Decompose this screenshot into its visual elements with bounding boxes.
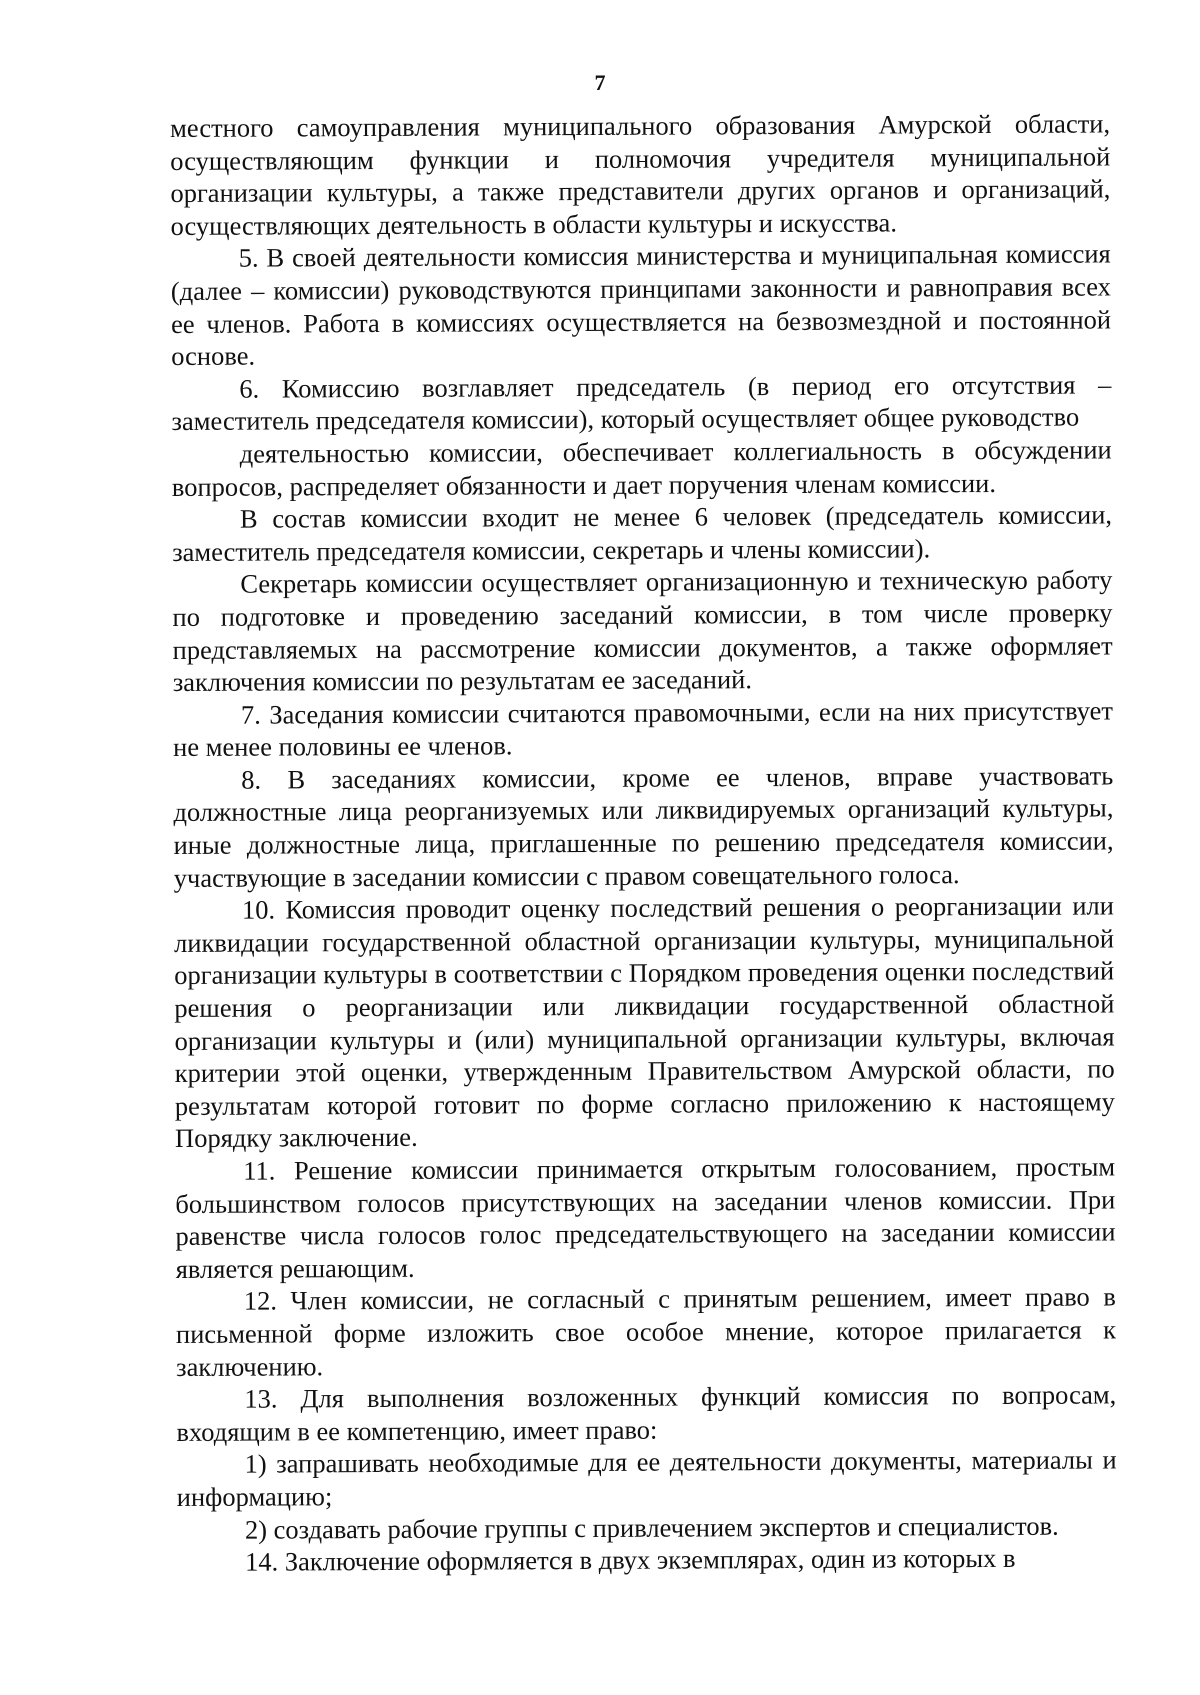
paragraph: местного самоуправления муниципального образования Амурской области, осуществляющим функции и полномочия учредителя муниципальной организации культуры, а также представители других органов и организаций, осуществляющих деятельность в области культуры и искусства. xyxy=(170,108,1111,241)
paragraph-item-6: 6. Комиссию возглавляет председатель (в период его отсутствия – заместитель председателя комиссии), который осуществляет общее руководство xyxy=(171,369,1112,437)
paragraph-item-8: 8. В заседаниях комиссии, кроме ее членов, вправе участвовать должностные лица реорганизуемых или ликвидируемых организаций культуры, иные должностные лица, приглашенные по решению председателя комиссии, участвующие в заседании комиссии с правом совещательного голоса. xyxy=(173,760,1114,893)
list-item: 1) запрашивать необходимые для ее деятельности документы, материалы и информацию; xyxy=(176,1444,1117,1512)
paragraph-item-5: 5. В своей деятельности комиссия министерства и муниципальная комиссия (далее – комиссии) руководствуются принципами законности и равноправия всех ее членов. Работа в комиссиях осуществляется на безвозмездной и постоянной основе. xyxy=(170,238,1112,372)
paragraph-item-14: 14. Заключение оформляется в двух экземплярах, один из которых в xyxy=(245,1543,1016,1577)
paragraph-item-11: 11. Решение комиссии принимается открытым голосованием, простым большинством голосов присутствующих на заседании членов комиссии. При равенстве числа голосов голос председательствующего на заседании комиссии является решающим. xyxy=(175,1151,1116,1284)
document-body xyxy=(170,107,1117,1578)
paragraph: В состав комиссии входит не менее 6 человек (председатель комиссии, заместитель председателя комиссии, секретарь и члены комиссии). xyxy=(172,499,1113,567)
paragraph-item-12: 12. Член комиссии, не согласный с принятым решением, имеет право в письменной форме изложить свое особое мнение, которое прилагается к заключению. xyxy=(175,1281,1117,1382)
paragraph-item-13: 13. Для выполнения возложенных функций комиссия по вопросам, входящим в ее компетенцию, имеет право: xyxy=(176,1379,1117,1447)
list-item: 2) создавать рабочие группы с привлечением экспертов и специалистов. xyxy=(244,1510,1059,1545)
paragraph-item-7: 7. Заседания комиссии считаются правомочными, если на них присутствует не менее половины ее членов. xyxy=(173,695,1114,763)
paragraph: деятельностью комиссии, обеспечивает коллегиальность в обсуждении вопросов, распределяет обязанности и дает поручения членам комиссии. xyxy=(171,434,1112,502)
paragraph-item-10: 10. Комиссия проводит оценку последствий решения о реорганизации или ликвидации государственной областной организации культуры, муниципальной организации культуры в соответствии с Порядком проведения оценки последствий решения о реорганизации или ликвидации государственной областной организации культуры и (или) муниципальной организации культуры, включая критерии этой оценки, утвержденным Правительством Амурской области, по результатам которой готовит по форме согласно приложению к настоящему Порядку заключение. xyxy=(173,890,1115,1154)
page-number: 7 xyxy=(594,70,606,95)
paragraph: Секретарь комиссии осуществляет организационную и техническую работу по подготовке и проведению заседаний комиссии, в том числе проверку представляемых на рассмотрение комиссии документов, а также оформляет заключения комиссии по результатам ее заседаний. xyxy=(172,564,1113,698)
